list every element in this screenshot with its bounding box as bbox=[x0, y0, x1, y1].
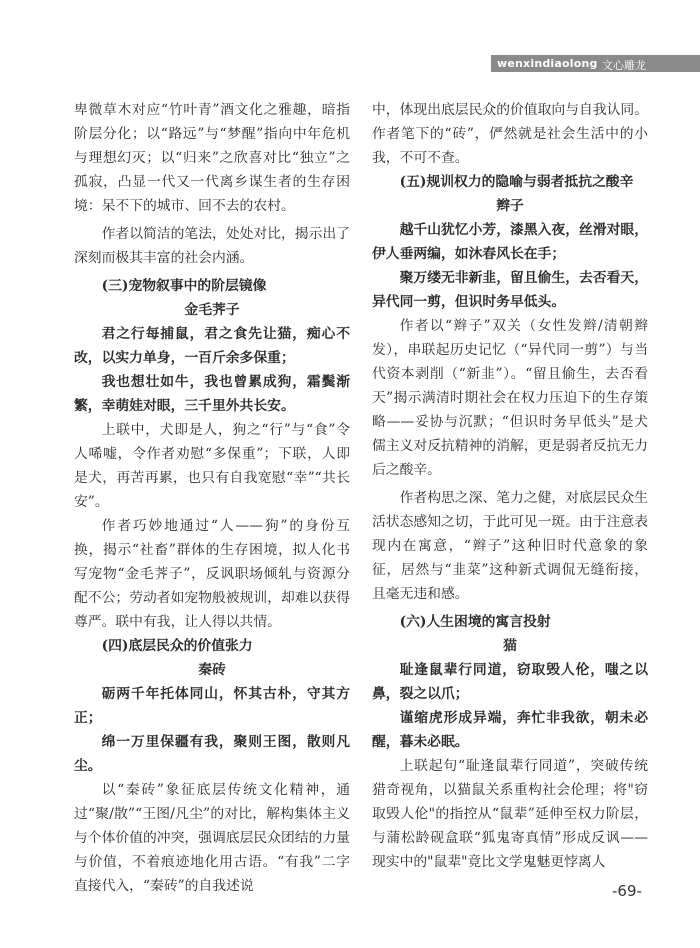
couplet-line: 君之行每捕鼠，君之食先让猫，痴心不改，以实力单身，一百斤余多保重； bbox=[74, 326, 350, 366]
couplet-line: 我也想壮如牛，我也曾累成狗，霜鬓渐繁，幸萌娃对眼，三千里外共长安。 bbox=[74, 374, 350, 414]
couplet-title: 秦砖 bbox=[198, 662, 226, 678]
paragraph: 上联中，犬即是人，狗之“行”与“食”令人唏嘘，令作者劝慰“多保重”；下联，人即是犬，再苦再累，也只有自我宽慰“幸”“共长安”。 bbox=[74, 422, 350, 510]
paragraph: 作者巧妙地通过“人——狗”的身份互换，揭示“社畜”群体的生存困境，拟人化书写宠物“金毛荠子”，反讽职场倾轧与资源分配不公；劳动者如宠物般被规训，却难以获得尊严。联中有我，让人得以共情。 bbox=[74, 518, 350, 630]
couplet-title: 辫子 bbox=[496, 198, 524, 214]
couplet-line: 砺两千年托体同山，怀其古朴，守其方正； bbox=[74, 686, 350, 726]
section-heading: (六)人生困境的寓言投射 bbox=[399, 614, 551, 630]
journal-brand: wenxindiaolong bbox=[497, 57, 598, 70]
couplet-line: 耻逢鼠辈行同道，窃取毁人伦，嗤之以鼻，裂之以爪； bbox=[372, 662, 648, 702]
section-heading: (三)宠物叙事中的阶层镜像 bbox=[101, 278, 267, 294]
paragraph: 作者构思之深、笔力之健，对底层民众生活状态感知之切，于此可见一斑。由于注意表现内在寓意，“辫子”这种旧时代意象的象征，居然与“韭菜”这种新式调侃无缝衔接，且毫无违和感。 bbox=[372, 490, 648, 602]
couplet-line: 谨缩虎形成异端，奔忙非我欲，朝未必醒，暮未必眠。 bbox=[372, 710, 648, 750]
couplet-title: 猫 bbox=[503, 638, 517, 654]
couplet-line: 绵一万里保疆有我，聚则王图，散则凡尘。 bbox=[74, 734, 350, 774]
page-number: -69- bbox=[612, 882, 642, 900]
paragraph: 以“秦砖”象征底层传统文化精神，通过“聚/散”“王图/凡尘”的对比，解构集体主义与个体价值的冲突，强调底层民众团结的力量与价值，不着痕迹地化用古语。“有我”二字直接代入，“秦砖”的自我述说 bbox=[74, 782, 350, 894]
couplet-line: 越千山犹忆小芳，漆黑入夜，丝滑对眼，伊人垂两编，如沐春风长在手； bbox=[372, 222, 648, 262]
paragraph-continued: 中，体现出底层民众的价值取向与自我认同。作者笔下的“砖”，俨然就是社会生活中的小我，不可不查。 bbox=[372, 102, 648, 166]
journal-brand-chinese: 文心雕龙 bbox=[602, 59, 646, 72]
paragraph-continued: 卑微草木对应“竹叶青”酒文化之雅趣，暗指阶层分化；以“路远”与“梦醒”指向中年危机与理想幻灭；以“归来”之欣喜对比“独立”之孤寂，凸显一代又一代离乡谋生者的生存困境：呆不下的城市、回不去的农村。 bbox=[74, 102, 350, 214]
right-column bbox=[372, 98, 648, 874]
couplet-title: 金毛荠子 bbox=[184, 302, 240, 318]
paragraph: 上联起句“耻逢鼠辈行同道”，突破传统猎奇视角，以猫鼠关系重构社会伦理；将"窃取毁人伦"的指控从“鼠辈”延伸至权力阶层，与蒲松龄砚盒联“狐鬼寄真情”形成反讽——现实中的"鼠辈"竟比文学鬼魅更悖离人 bbox=[372, 758, 648, 870]
paragraph: 作者以简洁的笔法，处处对比，揭示出了深刻而极其丰富的社会内涵。 bbox=[74, 226, 350, 266]
section-heading: (五)规训权力的隐喻与弱者抵抗之酸辛 bbox=[399, 174, 634, 190]
paragraph: 作者以“辫子”双关（女性发辫/清朝辫发），串联起历史记忆（“异代同一剪”）与当代资本剥削（“新韭”）。“留且偷生，去否看天”揭示满清时期社会在权力压迫下的生存策略——妥协与沉默；“但识时务早低头”是犬儒主义对反抗精神的消解，更是弱者反抗无力后之酸辛。 bbox=[372, 318, 648, 478]
couplet-line: 聚万缕无非新韭，留且偷生，去否看天，异代同一剪，但识时务早低头。 bbox=[372, 270, 648, 310]
left-column bbox=[74, 98, 350, 898]
section-heading: (四)底层民众的价值张力 bbox=[101, 638, 253, 654]
